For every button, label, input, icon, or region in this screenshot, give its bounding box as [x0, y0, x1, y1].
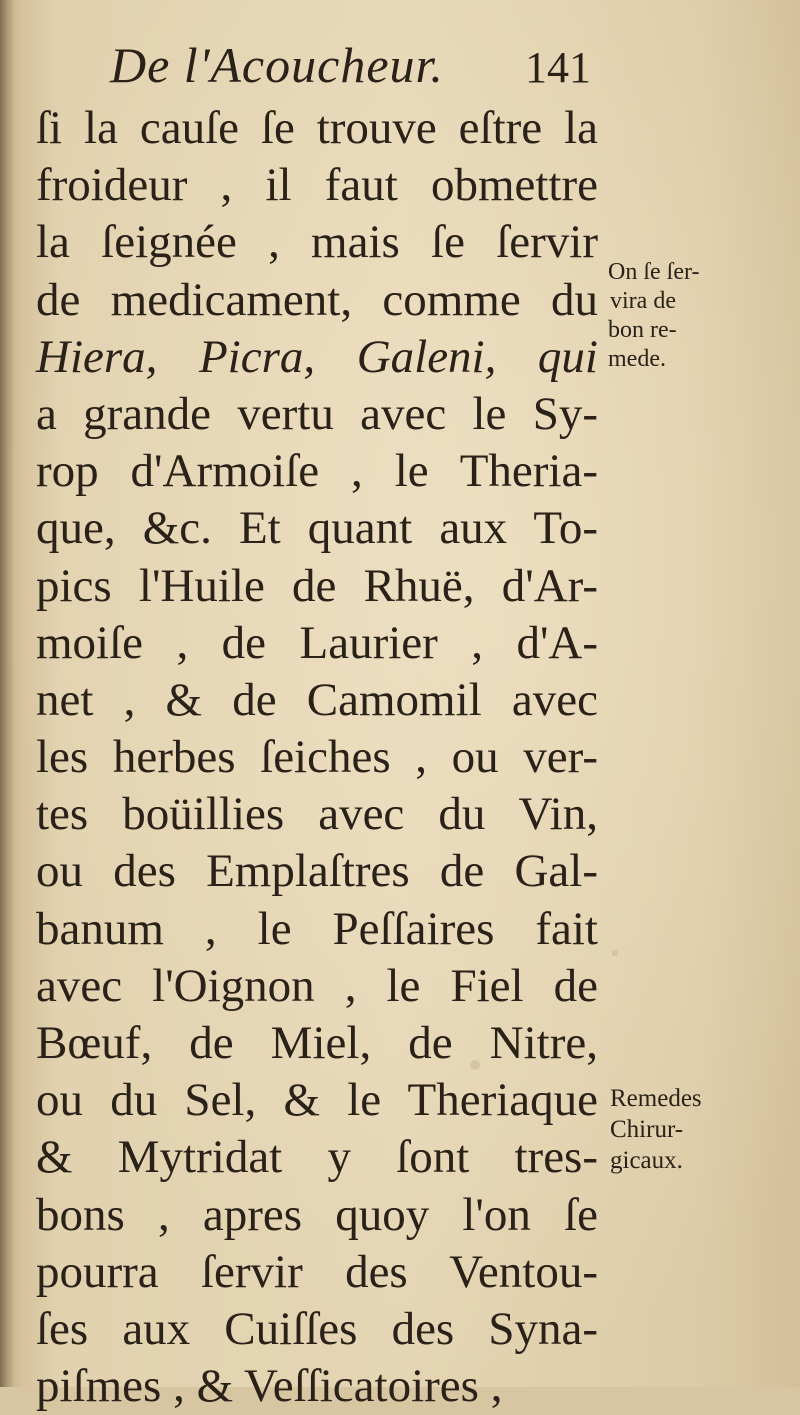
text-line-20: bons , apres quoy l'on ſe [36, 1188, 598, 1241]
text-line-23: piſmes , & Veſſicatoires , [36, 1360, 503, 1413]
margin-note-line: Chirur- [610, 1116, 684, 1143]
margin-note-line: On ſe ſer- [608, 259, 700, 285]
text-line-16: avec l'Oignon , le Fiel de [36, 959, 598, 1012]
margin-note-line: mede. [608, 346, 666, 372]
text-line-15: banum , le Peſſaires fait [36, 902, 598, 955]
text-line-4: de medicament, comme du [36, 273, 598, 326]
margin-note-line: gicaux. [610, 1147, 683, 1174]
margin-note-remedes-chirurgicaux [610, 1083, 702, 1176]
page-number: 141 [525, 43, 591, 92]
text-line-10: moiſe , de Laurier , d'A- [36, 616, 598, 669]
text-line-6: a grande vertu avec le Sy- [36, 387, 598, 440]
text-line-19: & Mytridat y ſont tres- [36, 1131, 598, 1184]
margin-note-line: Remedes [610, 1085, 702, 1112]
text-line-8: que, &c. Et quant aux To- [36, 502, 598, 555]
page-gutter [0, 0, 14, 1387]
margin-note-line: bon re- [608, 317, 677, 343]
text-line-12: les herbes ſeiches , ou ver- [36, 731, 598, 784]
margin-note-remede [608, 258, 699, 374]
text-line-18: ou du Sel, & le Theriaque [36, 1074, 598, 1127]
text-line-5: Hiera, Picra, Galeni, qui [36, 330, 598, 383]
text-line-1: ſi la cauſe ſe trouve eſtre la [36, 102, 598, 154]
text-line-2: froideur , il faut obmettre [36, 159, 598, 212]
text-line-22: ſes aux Cuiſſes des Syna- [36, 1302, 598, 1355]
running-title: De l'Acoucheur. [110, 37, 444, 93]
body-text [36, 100, 598, 1415]
text-line-11: net , & de Camomil avec [36, 673, 598, 726]
text-line-21: pourra ſervir des Ventou- [36, 1245, 598, 1298]
text-line-7: rop d'Armoiſe , le Theria- [36, 445, 598, 498]
text-line-13: tes boüillies avec du Vin, [36, 788, 598, 841]
page-header [110, 36, 610, 106]
text-line-14: ou des Emplaſtres de Gal- [36, 845, 598, 898]
paper-stain [612, 950, 618, 956]
text-line-3: la ſeignée , mais ſe ſervir [36, 216, 598, 269]
margin-note-line: vira de [610, 288, 676, 314]
text-line-9: pics l'Huile de Rhuë, d'Ar- [36, 559, 598, 612]
text-line-17: Bœuf, de Miel, de Nitre, [36, 1017, 598, 1069]
